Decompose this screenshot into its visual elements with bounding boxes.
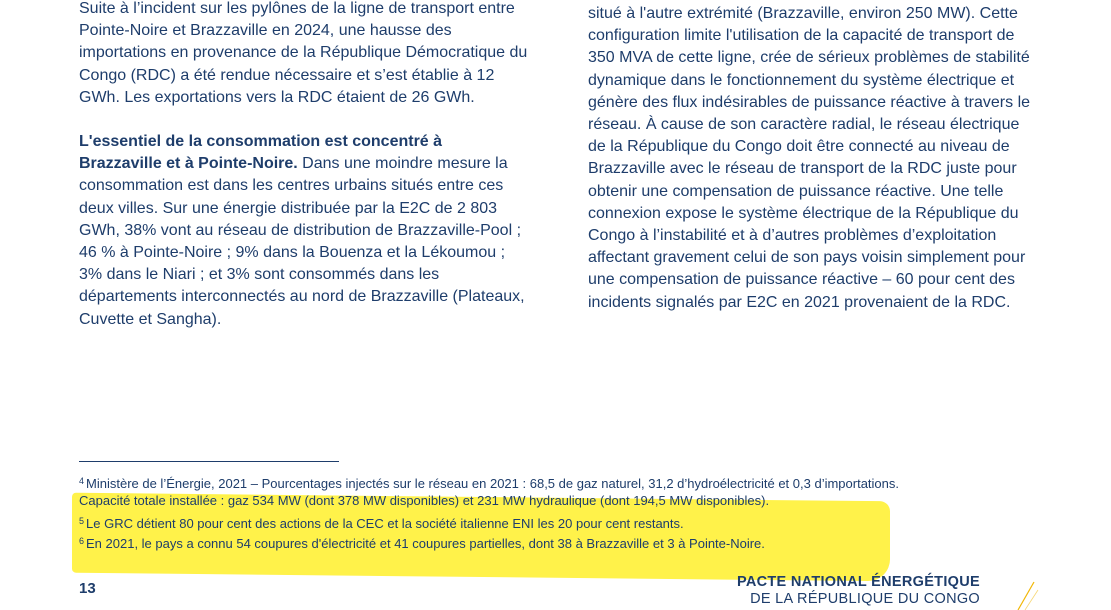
left-paragraph-consumption	[79, 131, 529, 331]
footnote-5-text: Le GRC détient 80 pour cent des actions de la CEC et la société italienne ENI les 20 pour cent restants.	[86, 516, 684, 531]
footnote-5-number: 5	[79, 516, 85, 526]
right-column	[588, 3, 1038, 314]
decorative-stroke-icon	[1010, 580, 1050, 610]
footnote-6-number: 6	[79, 536, 85, 546]
footer-title	[737, 574, 980, 608]
left-column	[79, 0, 529, 331]
footnote-6-text: En 2021, le pays a connu 54 coupures d'électricité et 41 coupures partielles, dont 38 à Brazzaville et 3 à Pointe-Noire.	[86, 536, 765, 551]
page-number: 13	[79, 580, 96, 597]
footnote-4-line1: Ministère de l’Énergie, 2021 – Pourcentages injectés sur le réseau en 2021 : 68,5 de gaz naturel, 31,2 d’hydroélectricité et 0,3 d’importations.	[86, 476, 900, 491]
footer-title-line1: PACTE NATIONAL ÉNERGÉTIQUE	[736, 574, 980, 590]
consumption-body: Dans une moindre mesure la consommation est dans les centres urbains situés entre ces deux villes. Sur une énergie distribuée par la E2C de 2 803 GWh, 38% vont au réseau de distribution de Brazzaville-Pool ; 46 % à Pointe-Noire ; 9% dans la Bouenza et la Lékoumou ; 3% dans le Niari ; et 3% sont consommés dans les départements interconnectés au nord de Brazzaville (Plateaux, Cuvette et Sangha).	[79, 155, 525, 328]
footnote-separator	[79, 461, 339, 462]
footer-title-line2: DE LA RÉPUBLIQUE DU CONGO	[750, 591, 980, 607]
right-paragraph-grid-configuration: situé à l'autre extrémité (Brazzaville, environ 250 MW). Cette configuration limite l'utilisation de la capacité de transport de 350 MVA de cette ligne, crée de sérieux problèmes de stabilité dynamique dans le fonctionnement du système électrique et génère des flux indésirables de puissance réactive à travers le réseau. À cause de son caractère radial, le réseau électrique de la République du Congo doit être connecté au niveau de Brazzaville avec le réseau de transport de la RDC juste pour obtenir une compensation de puissance réactive. Une telle connexion expose le système électrique de la République du Congo à l’instabilité et à d’autres problèmes d’exploitation affectant gravement celui de son pays voisin simplement pour une compensation de puissance réactive – 60 pour cent des incidents signalés par E2C en 2021 provenaient de la RDC.	[588, 5, 1031, 311]
footnote-4-number: 4	[79, 476, 85, 486]
consumption-lead-sentence: L'essentiel de la consommation est concentré à Brazzaville et à Pointe-Noire.	[79, 133, 443, 173]
footnote-4	[79, 472, 899, 493]
left-paragraph-imports: Suite à l’incident sur les pylônes de la ligne de transport entre Pointe-Noire et Brazzaville en 2024, une hausse des importations en provenance de la République Démocratique du Congo (RDC) a été rendue nécessaire et s’est établie à 12 GWh. Les exportations vers la RDC étaient de 26 GWh.	[79, 0, 528, 106]
footnote-6	[79, 532, 765, 553]
footnote-5	[79, 512, 684, 533]
footnote-4-continued: Capacité totale installée : gaz 534 MW (dont 378 MW disponibles) et 231 MW hydraulique (dont 194,5 MW disponibles).	[79, 493, 770, 508]
